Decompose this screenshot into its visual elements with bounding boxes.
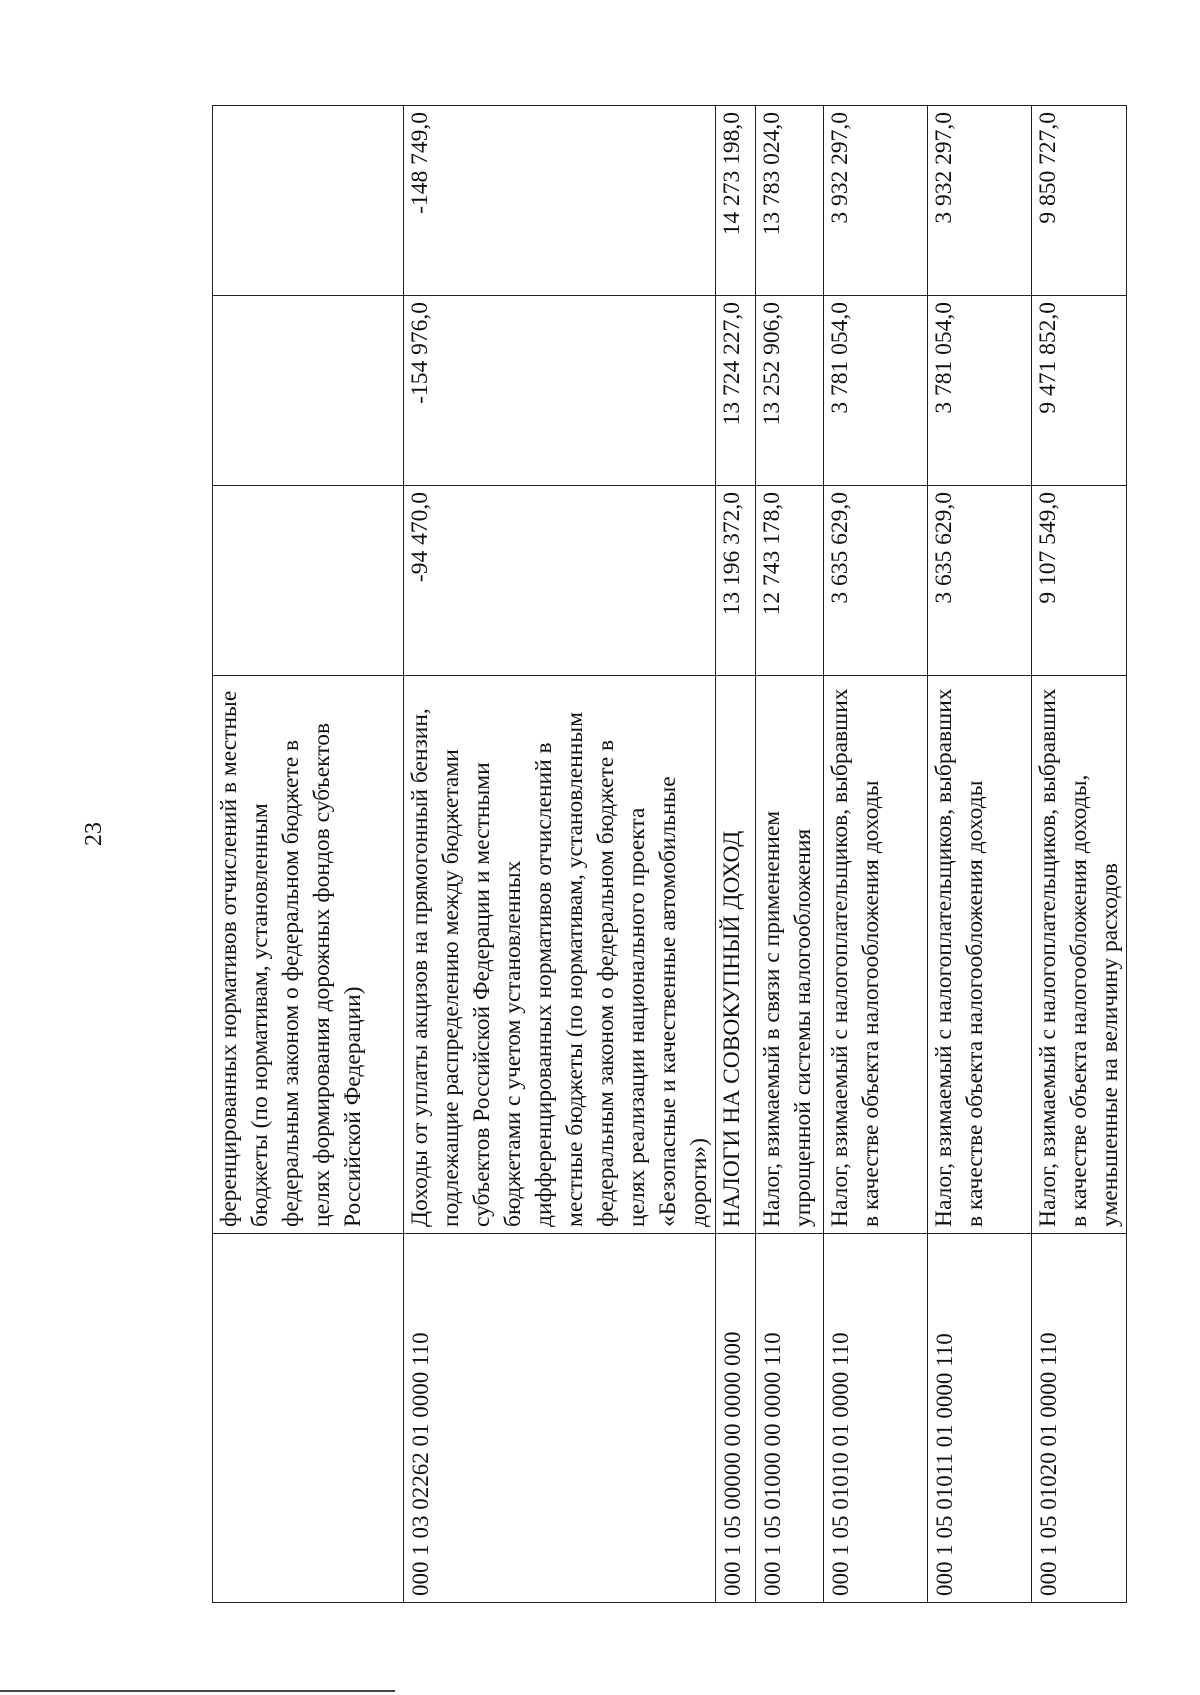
- amount-year1-cell: 9 107 549,0: [1032, 486, 1127, 676]
- table-row: [716, 106, 756, 1603]
- revenue-name-cell: НАЛОГИ НА СОВОКУПНЫЙ ДОХОД: [716, 676, 756, 1234]
- budget-code-cell: 000 1 05 00000 00 0000 000: [716, 1234, 756, 1603]
- budget-code-cell: 000 1 05 01010 01 0000 110: [824, 1234, 928, 1603]
- amount-year2-cell: 9 471 852,0: [1032, 296, 1127, 486]
- amount-year3-cell: 13 783 024,0: [756, 106, 824, 296]
- amount-year3-cell: -148 749,0: [404, 106, 716, 296]
- amount-year1-cell: 3 635 629,0: [928, 486, 1032, 676]
- amount-year3-cell: 3 932 297,0: [824, 106, 928, 296]
- revenue-table: [212, 105, 1127, 1603]
- amount-year3-cell: 14 273 198,0: [716, 106, 756, 296]
- amount-year1-cell: 12 743 178,0: [756, 486, 824, 676]
- amount-year1-cell: -94 470,0: [404, 486, 716, 676]
- footer-rule: [0, 1690, 395, 1692]
- page-number: 23: [81, 822, 107, 846]
- amount-year3-cell: [213, 106, 404, 296]
- table-row: [1032, 106, 1127, 1603]
- amount-year1-cell: 3 635 629,0: [824, 486, 928, 676]
- amount-year3-cell: 9 850 727,0: [1032, 106, 1127, 296]
- amount-year2-cell: 13 252 906,0: [756, 296, 824, 486]
- budget-code-cell: 000 1 05 01020 01 0000 110: [1032, 1234, 1127, 1603]
- budget-code-cell: 000 1 05 01000 00 0000 110: [756, 1234, 824, 1603]
- revenue-name-cell: Налог, взимаемый с налогоплательщиков, выбравших в качестве объекта налогообложения доходы, уменьшенные на величину расходов: [1032, 676, 1127, 1234]
- revenue-table-container: [212, 106, 1123, 1603]
- revenue-name-cell: Налог, взимаемый с налогоплательщиков, выбравших в качестве объекта налогообложения доходы: [928, 676, 1032, 1234]
- revenue-name-cell: Налог, взимаемый с налогоплательщиков, выбравших в качестве объекта налогообложения доходы: [824, 676, 928, 1234]
- revenue-name-cell: ференцированных нормативов отчислений в местные бюджеты (по нормативам, установленным федеральным законом о федеральном бюджете в целях формирования дорожных фондов субъектов Российской Федерации): [213, 676, 404, 1234]
- amount-year3-cell: 3 932 297,0: [928, 106, 1032, 296]
- budget-code-cell: 000 1 03 02262 01 0000 110: [404, 1234, 716, 1603]
- revenue-name-cell: Налог, взимаемый в связи с применением упрощенной системы налогообложения: [756, 676, 824, 1234]
- amount-year1-cell: [213, 486, 404, 676]
- table-row: [928, 106, 1032, 1603]
- amount-year2-cell: [213, 296, 404, 486]
- budget-code-cell: [213, 1234, 404, 1603]
- budget-code-cell: 000 1 05 01011 01 0000 110: [928, 1234, 1032, 1603]
- amount-year2-cell: 13 724 227,0: [716, 296, 756, 486]
- table-row: [756, 106, 824, 1603]
- table-row: [404, 106, 716, 1603]
- table-row: [213, 106, 404, 1603]
- amount-year1-cell: 13 196 372,0: [716, 486, 756, 676]
- revenue-name-cell: Доходы от уплаты акцизов на прямогонный бензин, подлежащие распределению между бюджетами субъектов Российской Федерации и местными бюджетами с учетом установленных дифференцированных нормативов отчислений в местные бюджеты (по нормативам, установленным федеральным законом о федеральном бюджете в целях реализации национального проекта «Безопасные и качественные автомобильные дороги»): [404, 676, 716, 1234]
- amount-year2-cell: -154 976,0: [404, 296, 716, 486]
- table-row: [824, 106, 928, 1603]
- amount-year2-cell: 3 781 054,0: [928, 296, 1032, 486]
- amount-year2-cell: 3 781 054,0: [824, 296, 928, 486]
